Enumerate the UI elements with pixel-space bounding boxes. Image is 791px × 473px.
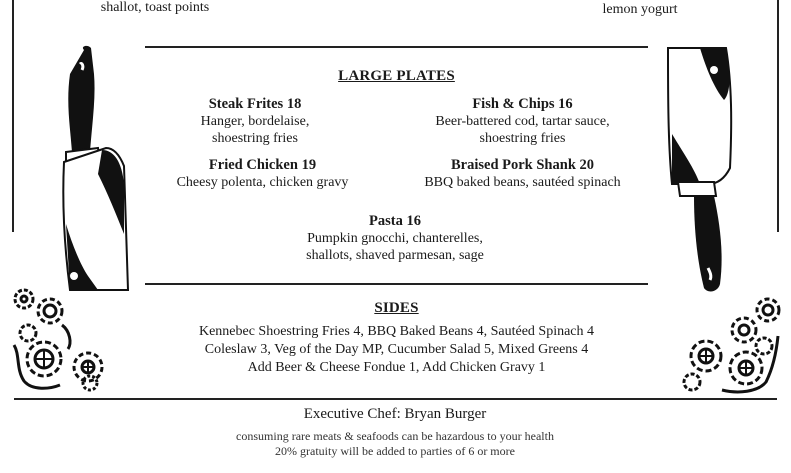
top-right-text: lemon yogurt bbox=[602, 2, 678, 17]
top-left-text: shallot, toast points bbox=[100, 0, 210, 15]
sides-title: SIDES bbox=[374, 300, 419, 316]
dish-name-wrap bbox=[400, 157, 645, 174]
menu-item-steak-frites bbox=[160, 96, 350, 147]
cleaver-icon bbox=[664, 44, 739, 296]
dish-name-wrap bbox=[160, 96, 350, 113]
menu-item-pasta bbox=[270, 213, 520, 264]
dish-name-wrap bbox=[405, 96, 640, 113]
frame-left-border bbox=[12, 0, 14, 232]
dish-description: shallots, shaved parmesan, sage bbox=[306, 248, 484, 263]
large-plates-title: LARGE PLATES bbox=[338, 68, 455, 84]
sides-line: Coleslaw 3, Veg of the Day MP, Cucumber Salad 5, Mixed Greens 4 bbox=[204, 342, 589, 357]
sides-list bbox=[120, 323, 673, 377]
dish-description: Cheesy polenta, chicken gravy bbox=[176, 175, 349, 190]
cleaver-icon bbox=[58, 44, 133, 296]
dish-description: Beer-battered cod, tartar sauce, bbox=[435, 114, 610, 129]
dish-name: Fried Chicken bbox=[208, 157, 298, 173]
dish-name: Pasta bbox=[369, 213, 403, 229]
menu-item-fried-chicken bbox=[150, 157, 375, 191]
gratuity-notice: 20% gratuity will be added to parties of 6 or more bbox=[275, 444, 515, 458]
dish-name: Braised Pork Shank bbox=[450, 157, 576, 173]
dish-name: Steak Frites bbox=[208, 96, 284, 112]
dish-description: shoestring fries bbox=[479, 131, 566, 146]
dish-description: Hanger, bordelaise, bbox=[200, 114, 310, 129]
dish-name-wrap bbox=[270, 213, 520, 230]
gears-icon bbox=[10, 285, 110, 395]
executive-chef: Executive Chef: Bryan Burger bbox=[303, 406, 487, 422]
dish-price: 16 bbox=[406, 213, 421, 229]
sides-line: Kennebec Shoestring Fries 4, BBQ Baked Beans 4, Sautéed Spinach 4 bbox=[198, 324, 595, 339]
dish-description: shoestring fries bbox=[212, 131, 298, 146]
dish-price: 16 bbox=[558, 96, 573, 112]
sides-line: Add Beer & Cheese Fondue 1, Add Chicken Gravy 1 bbox=[247, 360, 546, 375]
divider-top bbox=[145, 46, 648, 48]
health-notice: consuming rare meats & seafoods can be hazardous to your health bbox=[236, 429, 554, 443]
divider-middle bbox=[145, 283, 648, 285]
dish-description: Pumpkin gnocchi, chanterelles, bbox=[307, 231, 483, 246]
dish-price: 19 bbox=[301, 157, 317, 173]
menu-item-fish-chips bbox=[405, 96, 640, 147]
dish-description: BBQ baked beans, sautéed spinach bbox=[424, 175, 621, 190]
gears-icon bbox=[678, 296, 784, 396]
divider-bottom bbox=[14, 398, 777, 400]
dish-price: 18 bbox=[286, 96, 302, 112]
dish-price: 20 bbox=[579, 157, 595, 173]
dish-name: Fish & Chips bbox=[472, 96, 555, 112]
menu-item-braised-pork-shank bbox=[400, 157, 645, 191]
frame-right-border bbox=[777, 0, 779, 232]
dish-name-wrap bbox=[150, 157, 375, 174]
